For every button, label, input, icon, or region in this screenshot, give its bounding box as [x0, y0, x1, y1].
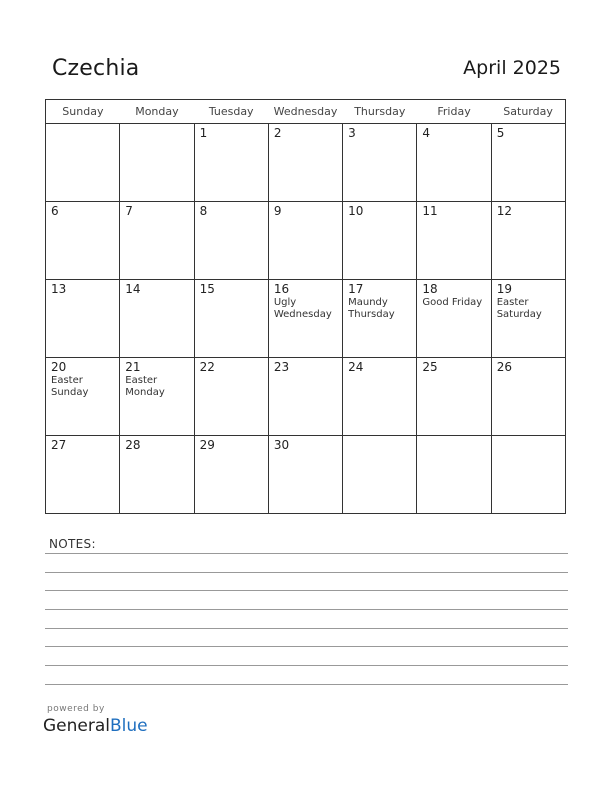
- day-number: 2: [273, 126, 282, 140]
- day-number: 26: [496, 360, 512, 374]
- day-number: 23: [273, 360, 290, 374]
- weekday-header-row: [46, 100, 566, 124]
- day-number: 19: [496, 282, 512, 296]
- day-cell: [491, 280, 565, 358]
- holiday-label: Easter: [496, 297, 529, 308]
- day-cell: [268, 280, 342, 358]
- note-line: [45, 553, 568, 554]
- day-number: 27: [51, 438, 67, 452]
- holiday-label: Sunday: [51, 387, 89, 398]
- day-cell: [46, 280, 120, 358]
- day-number: 18: [422, 282, 438, 296]
- day-cell: [417, 124, 491, 202]
- day-cell: [491, 124, 565, 202]
- day-cell: [417, 358, 491, 436]
- day-cell: [268, 436, 342, 514]
- day-number: 7: [125, 204, 133, 218]
- day-cell: [343, 202, 417, 280]
- day-cell: [491, 358, 565, 436]
- holiday-label: Easter: [125, 375, 158, 386]
- day-cell: [491, 436, 565, 514]
- note-line: [45, 590, 568, 591]
- day-number: 30: [273, 438, 290, 452]
- holiday-label: Maundy: [348, 297, 388, 308]
- weekday-header: Wednesday: [268, 100, 342, 124]
- note-line: [45, 646, 568, 647]
- holiday-label: Monday: [125, 387, 165, 398]
- day-cell: [417, 202, 491, 280]
- day-number: 5: [496, 126, 505, 140]
- day-number: 24: [348, 360, 364, 374]
- holiday-label: Wednesday: [273, 309, 332, 320]
- day-cell: [120, 280, 194, 358]
- day-cell: [268, 124, 342, 202]
- day-number: 16: [273, 282, 290, 296]
- week-row: [46, 202, 566, 280]
- brand-name-blue: Blue: [110, 716, 148, 736]
- day-number: 11: [422, 204, 438, 218]
- day-cell: [343, 124, 417, 202]
- holiday-label: Thursday: [348, 309, 395, 320]
- day-cell: [120, 358, 194, 436]
- day-cell: [194, 358, 268, 436]
- note-line: [45, 684, 568, 685]
- month-title: April 2025: [463, 57, 561, 79]
- day-number: 8: [199, 204, 208, 218]
- day-number: 28: [125, 438, 141, 452]
- day-number: 10: [348, 204, 364, 218]
- weekday-header: Sunday: [46, 100, 120, 124]
- day-number: 9: [273, 204, 282, 218]
- day-number: 4: [422, 126, 431, 140]
- weekday-header: Thursday: [343, 100, 417, 124]
- holiday-label: Saturday: [496, 309, 542, 320]
- day-number: 12: [496, 204, 512, 218]
- day-cell: [120, 124, 194, 202]
- day-cell: [417, 436, 491, 514]
- holiday-label: Ugly: [273, 297, 297, 308]
- day-cell: [46, 436, 120, 514]
- holiday-label: Good Friday: [422, 297, 483, 308]
- calendar-grid: [45, 99, 566, 514]
- day-number: 1: [199, 126, 208, 140]
- day-cell: [46, 124, 120, 202]
- day-number: 29: [199, 438, 215, 452]
- week-row: [46, 436, 566, 514]
- week-row: [46, 358, 566, 436]
- calendar-body: [46, 124, 566, 514]
- day-cell: [417, 280, 491, 358]
- day-cell: [46, 202, 120, 280]
- note-line: [45, 628, 568, 629]
- day-number: 20: [51, 360, 67, 374]
- day-number: 21: [125, 360, 141, 374]
- day-number: 14: [125, 282, 141, 296]
- holiday-label: Easter: [51, 375, 83, 386]
- day-cell: [491, 202, 565, 280]
- weekday-header: Monday: [120, 100, 194, 124]
- day-number: 3: [348, 126, 356, 140]
- week-row: [46, 124, 566, 202]
- day-number: 6: [51, 204, 59, 218]
- day-number: 25: [422, 360, 438, 374]
- weekday-header: Friday: [417, 100, 491, 124]
- day-number: 13: [51, 282, 67, 296]
- note-line: [45, 572, 568, 573]
- day-cell: [268, 202, 342, 280]
- day-number: 17: [348, 282, 364, 296]
- brand-logo[interactable]: [43, 716, 148, 736]
- day-number: 15: [199, 282, 215, 296]
- day-cell: [343, 280, 417, 358]
- day-cell: [120, 202, 194, 280]
- day-cell: [343, 358, 417, 436]
- note-line: [45, 665, 568, 666]
- notes-label: NOTES:: [49, 537, 96, 551]
- weekday-header: Tuesday: [194, 100, 268, 124]
- brand-name-general: General: [43, 716, 110, 736]
- day-cell: [194, 124, 268, 202]
- note-line: [45, 609, 568, 610]
- day-cell: [194, 202, 268, 280]
- day-number: 22: [199, 360, 215, 374]
- day-cell: [120, 436, 194, 514]
- country-title: Czechia: [52, 56, 140, 81]
- day-cell: [343, 436, 417, 514]
- week-row: [46, 280, 566, 358]
- day-cell: [194, 280, 268, 358]
- day-cell: [194, 436, 268, 514]
- powered-by-text: powered by: [47, 704, 105, 714]
- weekday-header: Saturday: [491, 100, 565, 124]
- day-cell: [268, 358, 342, 436]
- day-cell: [46, 358, 120, 436]
